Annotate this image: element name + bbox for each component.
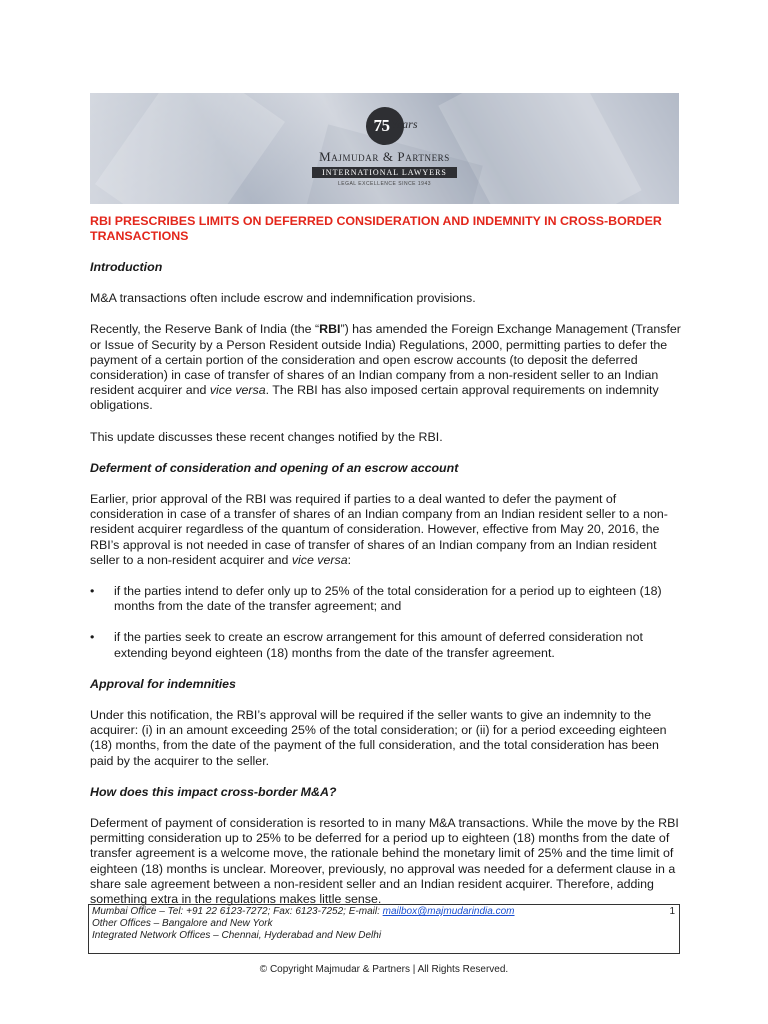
footer-line-other-offices: Other Offices – Bangalore and New York: [92, 918, 273, 929]
footer-contact-box: [88, 904, 680, 954]
document-title: RBI PRESCRIBES LIMITS ON DEFERRED CONSIDERATION AND INDEMNITY IN CROSS-BORDER TRANSACTIONS: [90, 214, 662, 243]
indemnities-paragraph-1: Under this notification, the RBI’s approval will be required if the seller wants to give an indemnity to the acquirer: (i) in an amount exceeding 25% of the total consideration; or (ii) for a period exceeding eighteen (18) months, from the date of the payment of the full consideration, and the total consideration has been paid by the acquirer to the seller.: [90, 708, 667, 768]
text-run-italic: vice versa: [209, 383, 266, 398]
text-run-italic: vice versa: [291, 552, 348, 567]
intro-paragraph-1: M&A transactions often include escrow and indemnification provisions.: [90, 291, 476, 306]
document-body: [90, 214, 682, 923]
page-number: 1: [669, 906, 675, 917]
section-heading-deferment: Deferment of consideration and opening of an escrow account: [90, 460, 459, 475]
firm-logo: [90, 107, 679, 187]
section-heading-impact: How does this impact cross-border M&A?: [90, 784, 337, 799]
header-banner: [90, 93, 679, 204]
intro-paragraph-2: [90, 322, 682, 413]
anniversary-badge: [366, 107, 418, 145]
section-heading-introduction: Introduction: [90, 260, 163, 274]
list-item: [90, 584, 682, 614]
footer-text: Mumbai Office – Tel: +91 22 6123-7272; Fax: 6123-7252; E-mail:: [92, 906, 383, 917]
footer-line-mumbai: [92, 906, 676, 918]
footer-line-network-offices: Integrated Network Offices – Chennai, Hyderabad and New Delhi: [92, 930, 382, 941]
copyright-notice: © Copyright Majmudar & Partners | All Rights Reserved.: [259, 964, 509, 975]
text-run-bold: RBI: [319, 322, 341, 337]
deferment-paragraph-1: [90, 492, 682, 568]
email-link[interactable]: mailbox@majmudarindia.com: [382, 906, 515, 917]
firm-tagline: LEGAL EXCELLENCE SINCE 1943: [337, 181, 432, 187]
list-item-text: if the parties seek to create an escrow arrangement for this amount of deferred consideration not extending beyond eighteen (18) months from the date of the transfer agreement.: [114, 630, 643, 660]
text-run: Recently, the Reserve Bank of India (the “: [90, 322, 320, 337]
firm-name: Majmudar & Partners: [319, 149, 450, 164]
impact-paragraph-1: Deferment of payment of consideration is resorted to in many M&A transactions. While the move by the RBI permitting consideration up to 25% to be deferred for a period up to eighteen (18) months from the date of transfer agreement is a welcome move, the rationale behind the monetary limit of 25% and the time limit of eighteen (18) months is unclear. Moreover, previously, no approval was needed for a deferment clause in a share sale agreement between a non-resident seller and an Indian resident acquirer. Therefore, adding something extra in the regulations makes little sense.: [90, 816, 679, 907]
list-item-text: if the parties intend to defer only up to 25% of the total consideration for a period up to eighteen (18) months from the date of the transfer agreement; and: [114, 584, 662, 614]
deferment-bullet-list: [90, 584, 682, 661]
anniversary-number: 75: [373, 116, 390, 135]
text-run: Earlier, prior approval of the RBI was required if parties to a deal wanted to defer the payment of consideration in case of a transfer of shares of an Indian company from an Indian resident seller to a non-resident acquirer regardless of the quantum of consideration. However, effective from May 20, 2016, the RBI’s approval is not needed in case of transfer of shares of an Indian company from an Indian resident seller to a non-resident acquirer and: [90, 492, 668, 567]
bullet-icon: •: [90, 584, 95, 599]
text-run: ”) has amended the Foreign Exchange Management (Transfer or Issue of Security by a Person Resident outside India) Regulations, 2000, permitting parties to defer the payment of a certain portion of the consideration and open escrow accounts (to deposit the deferred consideration) in case of transfer of shares of an Indian company from a non-resident seller to an Indian resident acquirer and: [90, 322, 681, 398]
firm-subtitle: INTERNATIONAL LAWYERS: [312, 167, 457, 178]
text-run: :: [347, 552, 352, 567]
intro-paragraph-3: This update discusses these recent changes notified by the RBI.: [90, 429, 443, 444]
text-run: . The RBI has also imposed certain approval requirements on indemnity obligations.: [90, 383, 659, 413]
list-item: [90, 630, 682, 660]
section-heading-indemnities: Approval for indemnities: [90, 676, 236, 691]
bullet-icon: •: [90, 630, 95, 645]
anniversary-years: Years: [391, 117, 418, 131]
